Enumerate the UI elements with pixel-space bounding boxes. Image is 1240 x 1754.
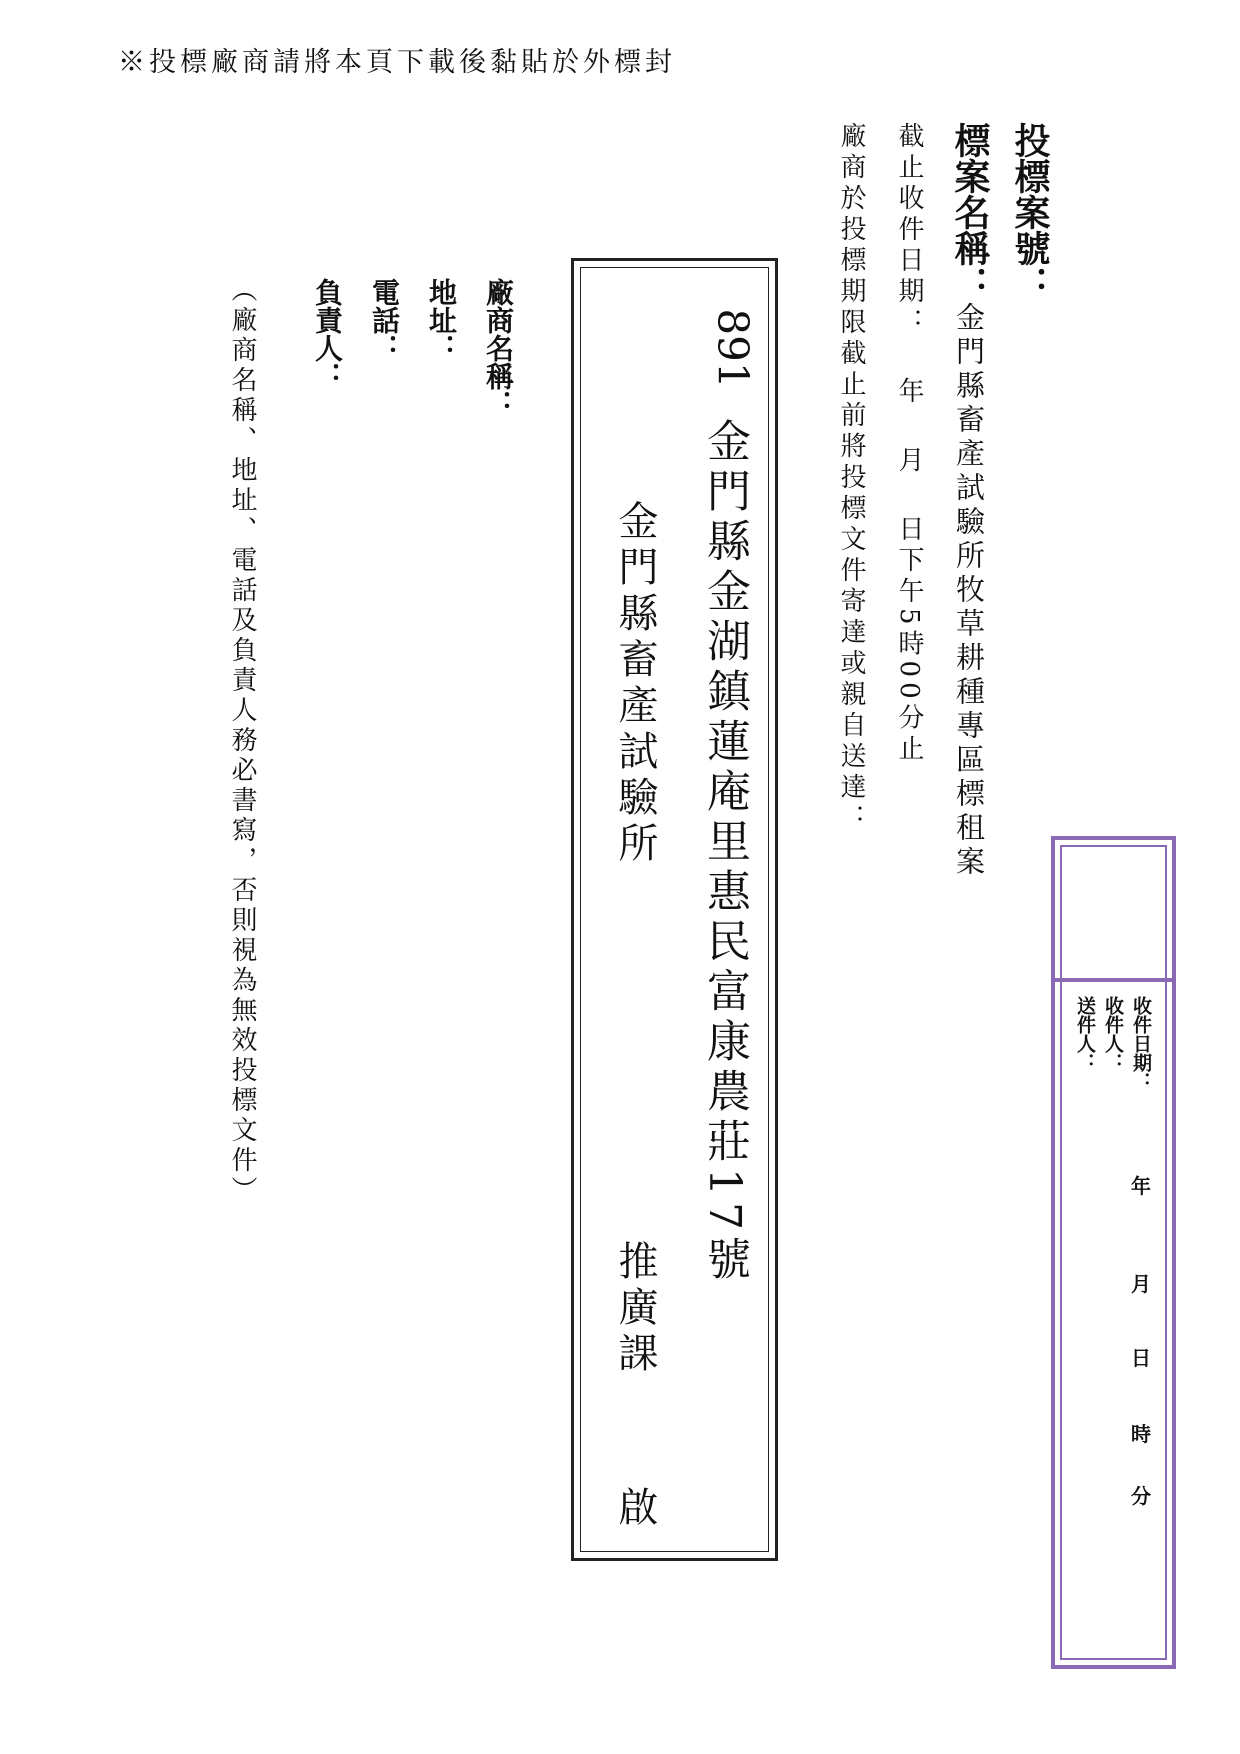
vendor-owner-label: 負責人： (311, 278, 344, 390)
submission-notice: 廠商於投標期限截止前將投標文件寄達或親自送達： (836, 122, 866, 835)
download-instruction: ※投標廠商請將本頁下載後黏貼於外標封 (118, 47, 676, 78)
deadline-year: 年 (894, 377, 924, 408)
receipt-hour-unit: 時 (1131, 1422, 1151, 1446)
receipt-box-inner-border (1060, 845, 1167, 1660)
street-address: 金門縣金湖鎮蓮庵里惠民富康農莊17號 (699, 418, 750, 1286)
postal-code: 891 (708, 308, 758, 389)
case-name-label: 標案名稱： (949, 122, 990, 302)
receipt-month-unit: 月 (1131, 1272, 1151, 1296)
deadline-rest: 日下午5時00分止 (894, 515, 924, 766)
receipt-sender-label: 送件人： (1074, 996, 1096, 1072)
recipient-suffix: 啟 (612, 1486, 658, 1526)
vendor-name-label: 廠商名稱： (482, 278, 515, 418)
receipt-divider (1051, 978, 1176, 982)
vendor-address-label: 地址： (425, 278, 458, 362)
receipt-year-unit: 年 (1131, 1174, 1151, 1198)
recipient-department: 推廣課 (612, 1240, 658, 1378)
deadline-month: 月 (894, 446, 924, 477)
vendor-phone-label: 電話： (368, 278, 401, 362)
case-name-value: 金門縣畜產試驗所牧草耕種專區標租案 (952, 302, 986, 880)
receipt-minute-unit: 分 (1131, 1484, 1151, 1508)
recipient-organization: 金門縣畜產試驗所 (612, 500, 658, 868)
vendor-info-note: （廠商名稱、地址、電話及負責人務必書寫，否則視為無效投標文件） (227, 276, 257, 1206)
receipt-date-label: 收件日期： (1130, 996, 1152, 1091)
case-name-row (944, 122, 995, 880)
case-number-label: 投標案號： (1009, 122, 1050, 302)
receipt-box (1051, 836, 1176, 1669)
receipt-day-unit: 日 (1131, 1346, 1151, 1370)
deadline-row (891, 122, 928, 766)
deadline-label: 截止收件日期： (894, 122, 924, 339)
receipt-receiver-label: 收件人： (1102, 996, 1124, 1072)
